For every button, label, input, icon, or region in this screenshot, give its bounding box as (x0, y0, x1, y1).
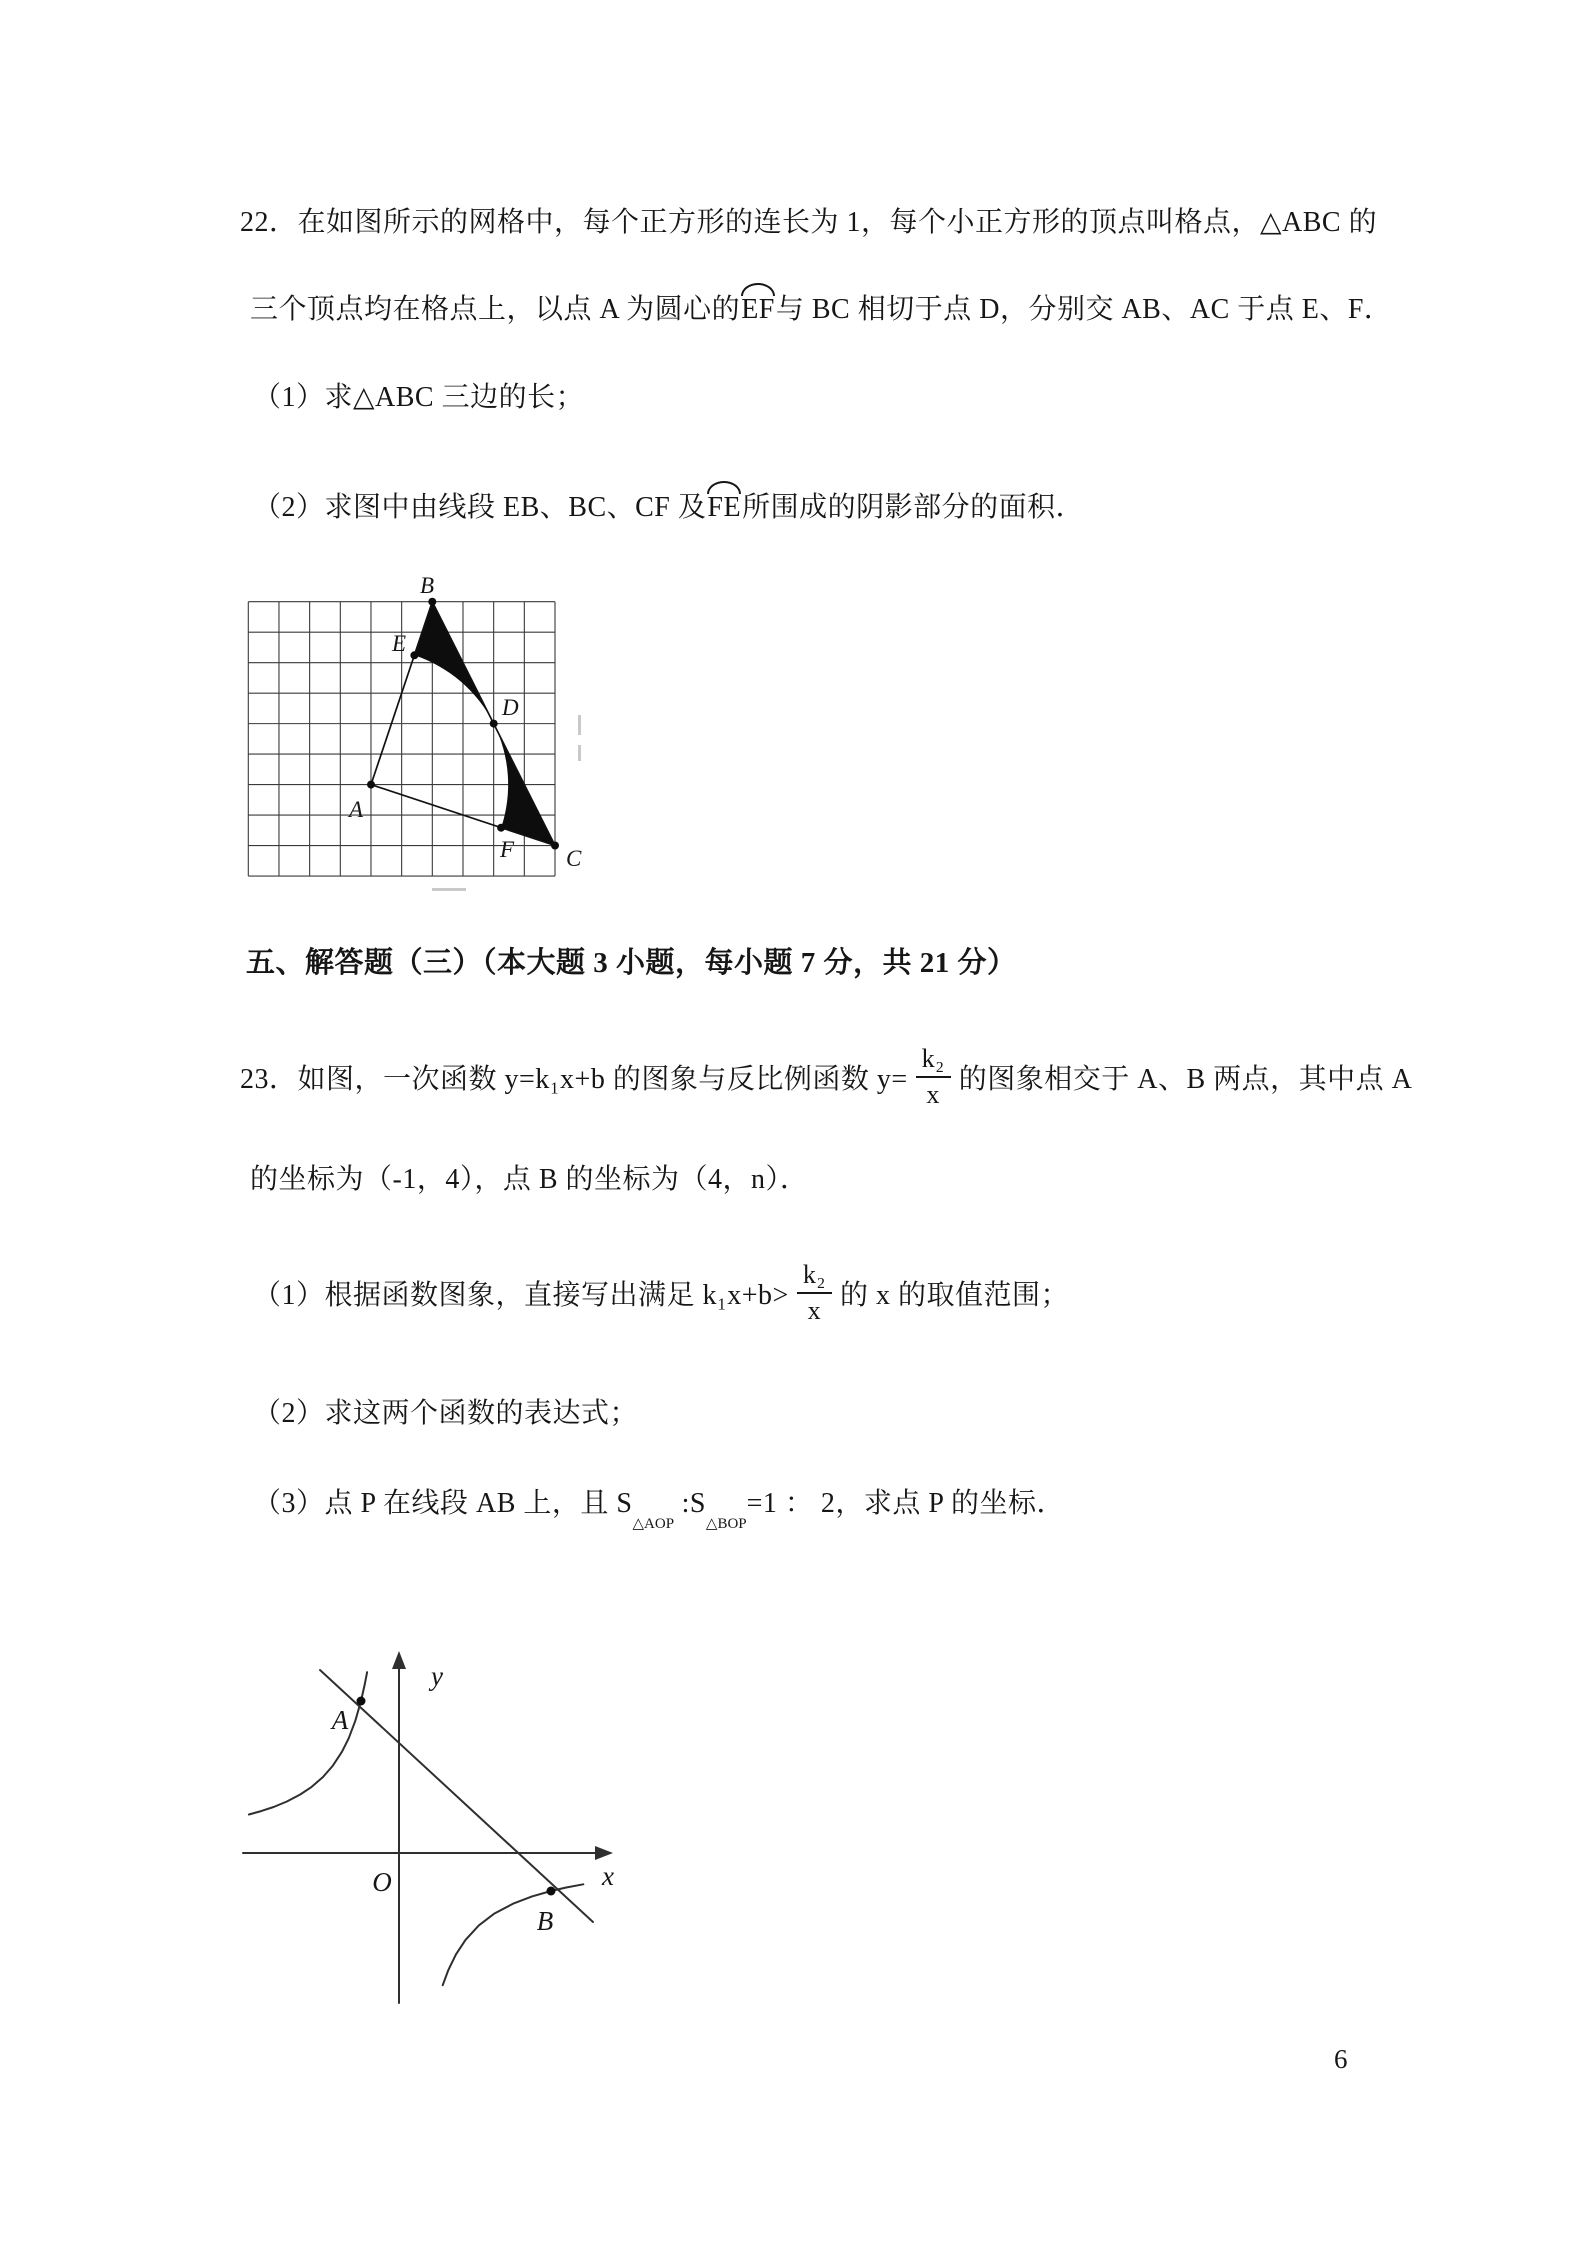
subscript-triangle-AOP: △AOP (632, 1515, 675, 1532)
label-origin: O (372, 1867, 392, 1897)
section5-title: 五、解答题（三）（本大题 3 小题，每小题 7 分，共 21 分） (246, 947, 1017, 979)
label-F: F (499, 837, 515, 862)
q22-grid-figure (230, 565, 590, 895)
scan-artifact (432, 888, 466, 891)
q23-coordinate-figure (235, 1645, 625, 2015)
q23-sub3-p2: :S (674, 1488, 706, 1519)
axis-arrows (392, 1651, 613, 1860)
fraction-numerator: k₂ (921, 1043, 945, 1073)
fraction-numerator: k₂ (802, 1259, 826, 1289)
q22-line2 (250, 293, 1392, 327)
label-B: B (419, 573, 435, 598)
hyperbola-branch-upper-left (249, 1672, 367, 1814)
label-y-axis: y (431, 1661, 443, 1691)
label-A: A (331, 1705, 349, 1735)
q23-line1-pre: 23．如图，一次函数 y=k₁x+b 的图象与反比例函数 y= (240, 1064, 908, 1095)
label-x-axis: x (602, 1861, 614, 1891)
q22-line2-pre: 三个顶点均在格点上，以点 A 为圆心的 (250, 294, 741, 325)
q22-sub2-pre: （2）求图中由线段 EB、BC、CF 及 (253, 492, 707, 523)
page-number: 6 (1334, 2044, 1348, 2074)
q22-sub2 (253, 491, 1084, 525)
fraction-denominator: x (807, 1295, 822, 1325)
q23-sub1 (253, 1250, 1069, 1336)
q23-line1-post: 的图象相交于 A、B 两点，其中点 A (958, 1064, 1413, 1095)
subscript-triangle-BOP: △BOP (705, 1515, 747, 1532)
q23-line1 (240, 1034, 1412, 1120)
scan-artifact (578, 715, 581, 735)
q22-line1: 22．在如图所示的网格中，每个正方形的连长为 1，每个小正方形的顶点叫格点，△ABC 的 (240, 207, 1378, 238)
label-E: E (391, 631, 406, 656)
q23-sub3-p3: =1 ： 2，求点 P 的坐标． (746, 1488, 1065, 1519)
scan-artifact (578, 745, 581, 761)
arc-EF: EF (741, 294, 775, 325)
q22-sub1: （1）求△ABC 三边的长； (253, 382, 585, 413)
label-D: D (502, 695, 519, 720)
fraction-k2-over-x (916, 1045, 951, 1109)
x-axis-arrow (595, 1846, 613, 1860)
fraction-denominator: x (926, 1079, 940, 1109)
q23-line2: 的坐标为（-1，4），点 B 的坐标为（4，n）． (250, 1164, 809, 1195)
y-axis-arrow (392, 1651, 406, 1669)
label-C: C (566, 846, 582, 871)
hyperbola-branch-lower-right (443, 1884, 584, 1985)
q23-sub3-p1: （3）点 P 在线段 AB 上，且 S (253, 1488, 633, 1519)
line-AB (320, 1670, 593, 1922)
fraction-k2-over-x (797, 1261, 832, 1325)
q23-sub3 (253, 1487, 1065, 1532)
q23-sub2: （2）求这两个函数的表达式； (253, 1398, 639, 1429)
label-A: A (348, 797, 364, 822)
q23-sub1-pre: （1）根据函数图象，直接写出满足 k₁x+b> (253, 1280, 789, 1311)
label-B: B (536, 1906, 554, 1936)
q22-sub2-post: 所围成的阴影部分的面积． (742, 492, 1085, 523)
q23-sub1-post: 的 x 的取值范围； (839, 1280, 1069, 1311)
q22-line2-post: 与 BC 相切于点 D，分别交 AB、AC 于点 E、F． (775, 294, 1393, 325)
arc-FE: FE (707, 492, 742, 523)
